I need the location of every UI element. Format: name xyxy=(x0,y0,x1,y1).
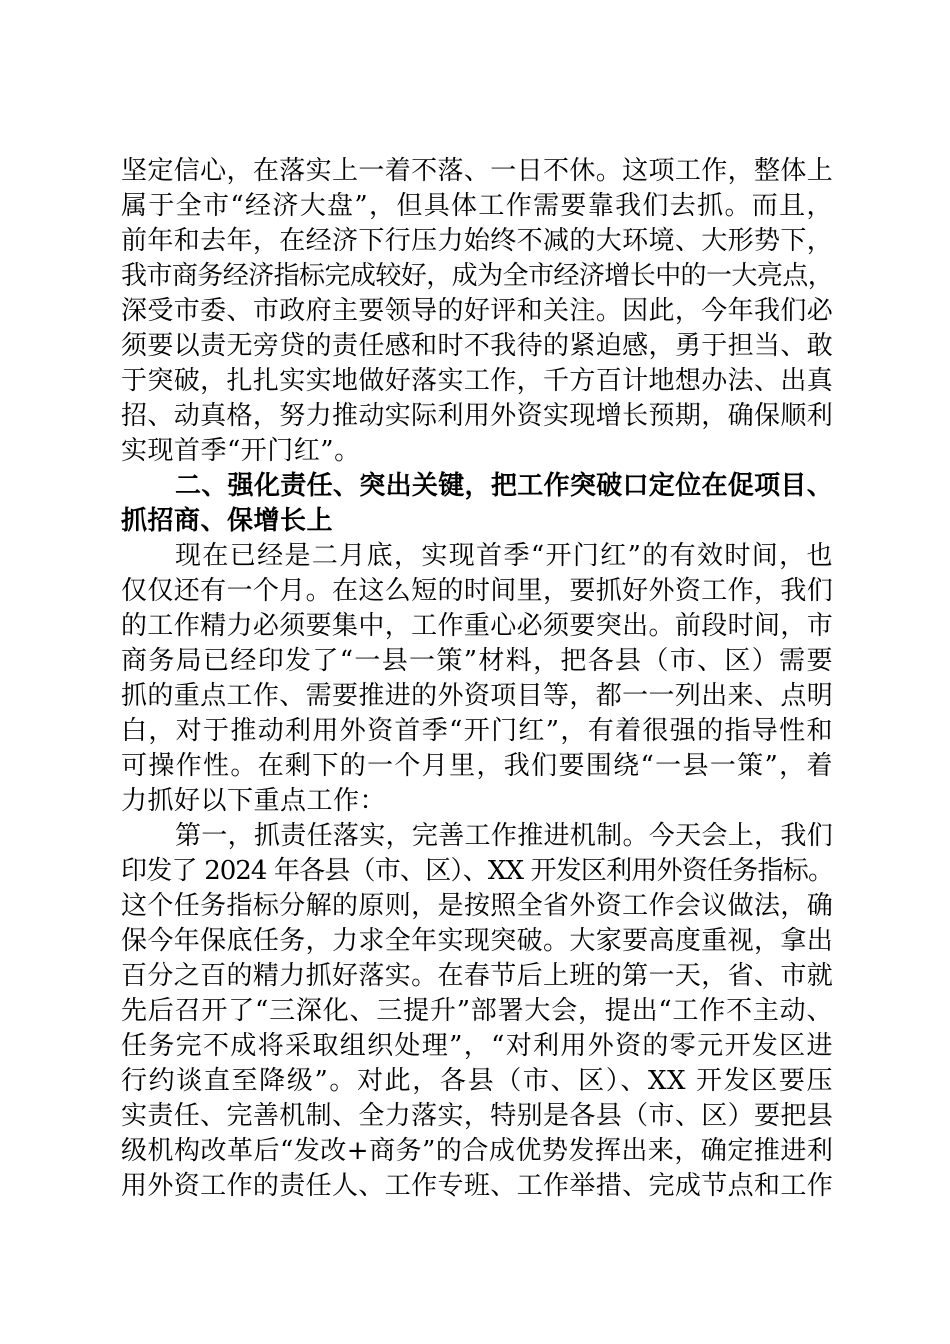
text-line: 百分之百的精力抓好落实。在春节后上班的第一天，省、市就 xyxy=(121,961,833,991)
text-line: 我市商务经济指标完成较好，成为全市经济增长中的一大亮点， xyxy=(121,261,833,291)
heading-line: 抓招商、保增长上 xyxy=(121,506,334,536)
section-heading-2 xyxy=(121,469,833,539)
text-line: 印发了 2024 年各县（市、区）、XX 开发区利用外资任务指标。 xyxy=(121,856,833,886)
text-line: 保今年保底任务，力求全年实现突破。大家要高度重视，拿出 xyxy=(121,926,833,956)
text-line: 招、动真格，努力推动实际利用外资实现增长预期，确保顺利 xyxy=(121,401,833,431)
text-line: 第一，抓责任落实，完善工作推进机制。今天会上，我们 xyxy=(175,821,833,851)
text-line: 实责任、完善机制、全力落实，特别是各县（市、区）要把县 xyxy=(121,1101,833,1131)
paragraph-2 xyxy=(121,539,833,819)
text-line: 实现首季“开门红”。 xyxy=(121,436,361,466)
text-line: 可操作性。在剩下的一个月里，我们要围绕“一县一策”，着 xyxy=(121,751,833,781)
text-line: 商务局已经印发了“一县一策”材料，把各县（市、区）需要 xyxy=(121,646,833,676)
text-line: 属于全市“经济大盘”，但具体工作需要靠我们去抓。而且， xyxy=(121,191,833,221)
text-line: 的工作精力必须要集中，工作重心必须要突出。前段时间，市 xyxy=(121,611,833,641)
text-line: 级机构改革后“发改+商务”的合成优势发挥出来，确定推进利 xyxy=(121,1136,834,1166)
text-line: 仅仅还有一个月。在这么短的时间里，要抓好外资工作，我们 xyxy=(121,576,833,606)
text-line: 行约谈直至降级”。对此，各县（市、区）、XX 开发区要压 xyxy=(121,1066,833,1096)
paragraph-3 xyxy=(121,819,833,1204)
text-line: 先后召开了“三深化、三提升”部署大会，提出“工作不主动、 xyxy=(121,996,833,1026)
text-line: 深受市委、市政府主要领导的好评和关注。因此，今年我们必 xyxy=(121,296,833,326)
text-line: 白，对于推动利用外资首季“开门红”，有着很强的指导性和 xyxy=(121,716,833,746)
text-line: 前年和去年，在经济下行压力始终不减的大环境、大形势下， xyxy=(121,226,833,256)
text-line: 用外资工作的责任人、工作专班、工作举措、完成节点和工作 xyxy=(121,1171,833,1201)
text-line: 现在已经是二月底，实现首季“开门红”的有效时间，也 xyxy=(175,541,833,571)
heading-line: 二、强化责任、突出关键，把工作突破口定位在促项目、 xyxy=(175,471,833,501)
text-line: 这个任务指标分解的原则，是按照全省外资工作会议做法，确 xyxy=(121,891,833,921)
text-line: 抓的重点工作、需要推进的外资项目等，都一一列出来、点明 xyxy=(121,681,833,711)
text-line: 于突破，扎扎实实地做好落实工作，千方百计地想办法、出真 xyxy=(121,366,833,396)
text-line: 须要以责无旁贷的责任感和时不我待的紧迫感，勇于担当、敢 xyxy=(121,331,833,361)
text-line: 坚定信心，在落实上一着不落、一日不休。这项工作，整体上 xyxy=(121,156,833,186)
document-body xyxy=(121,154,833,1204)
text-line: 任务完不成将采取组织处理”，“对利用外资的零元开发区进 xyxy=(121,1031,833,1061)
text-line: 力抓好以下重点工作： xyxy=(121,786,387,816)
paragraph-1 xyxy=(121,154,833,469)
